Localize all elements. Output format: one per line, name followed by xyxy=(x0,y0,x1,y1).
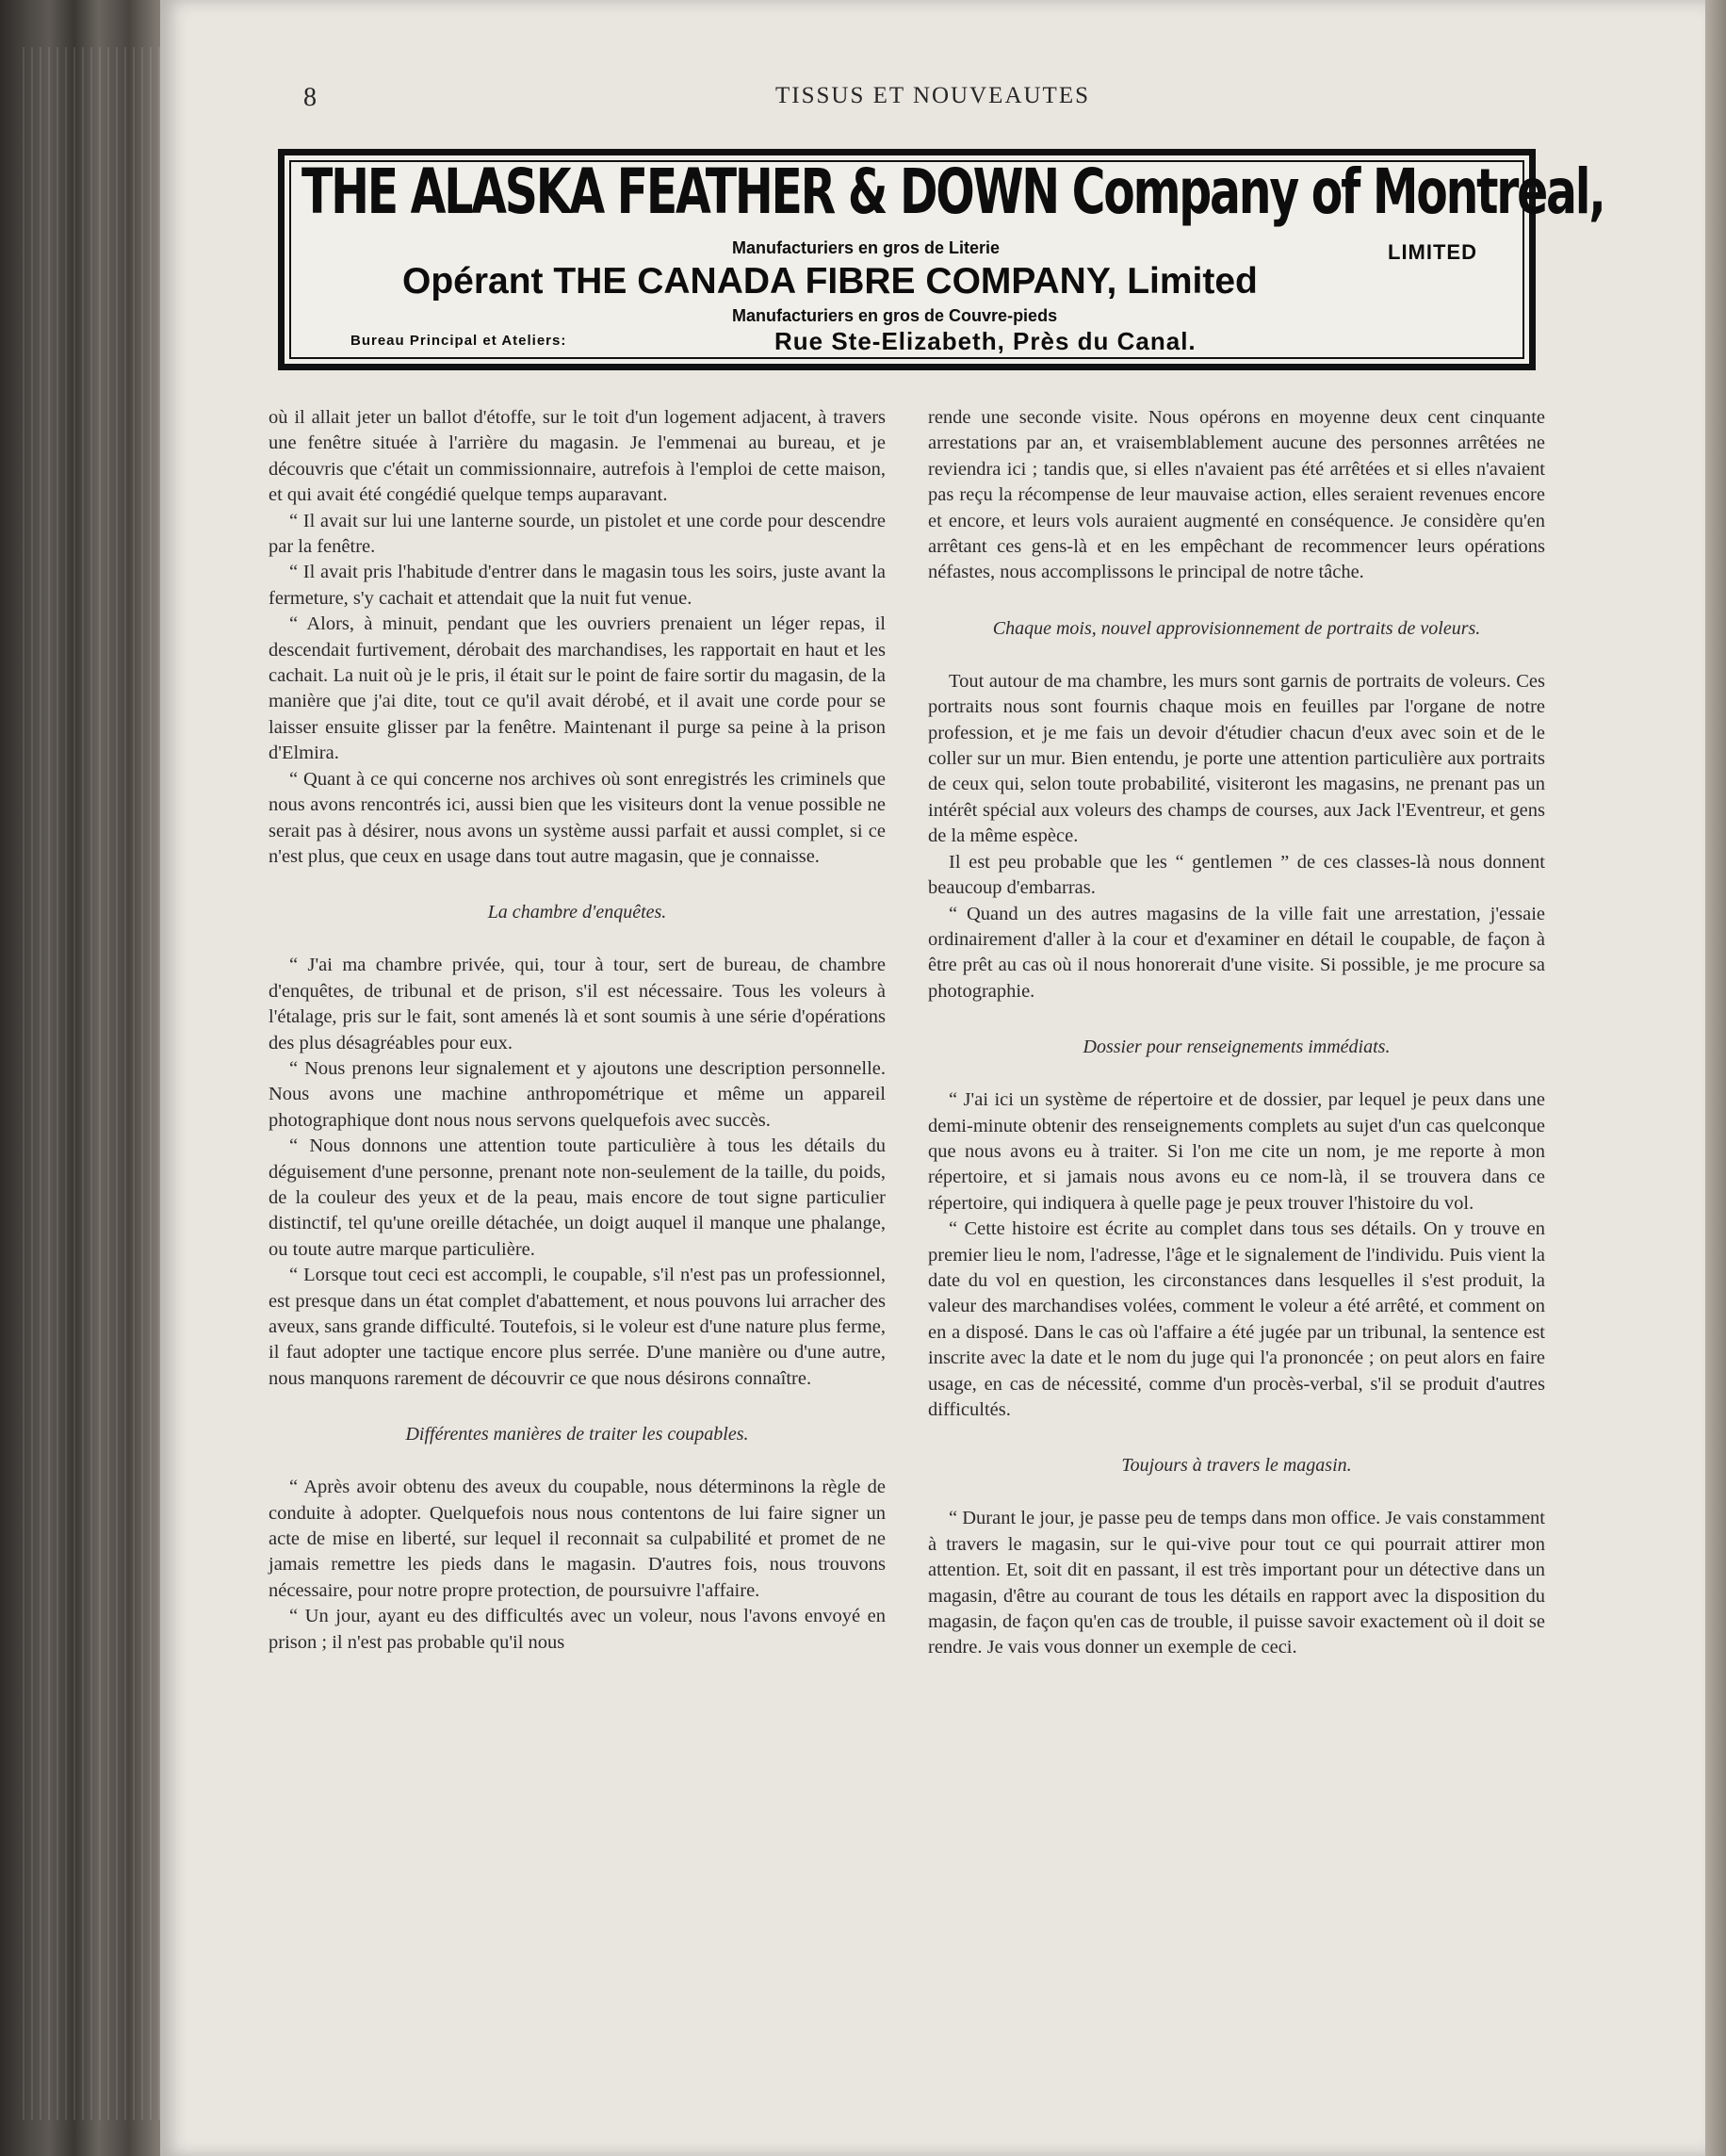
right-column xyxy=(928,405,1545,1661)
paragraph: “ Durant le jour, je passe peu de temps dans mon office. Je vais constamment à travers le magasin, sur le qui-vive pour tout ce qui pourrait attirer mon attention. Et, soit dit en passant, il est très important pour un détective dans un magasin, d'être au courant de tous les détails en rapport avec la disposition du magasin, de façon qu'en cas de trouble, il puisse savoir exactement où il doit se rendre. Je vais vous donner un exemple de ceci. xyxy=(928,1508,1545,1658)
paragraph: “ Après avoir obtenu des aveux du coupable, nous déterminons la règle de conduite à adopter. Quelquefois nous nous contentons de lui faire signer un acte de mise en liberté, sur lequel il reconnait sa culpabilité et promet de ne jamais remettre les pieds dans le magasin. D'autres fois, nous trouvons nécessaire, pour notre propre protection, de poursuivre l'affaire. xyxy=(269,1477,886,1601)
paragraph: “ Nous prenons leur signalement et y ajoutons une description personnelle. Nous avons une machine anthropométrique et même un appareil photographique dont nous nous servons quelquefois avec succès. xyxy=(269,1057,886,1131)
paragraph: “ Un jour, ayant eu des difficultés avec un voleur, nous l'avons envoyé en prison ; il n'est pas probable qu'il nous xyxy=(269,1606,886,1653)
paragraph: Il est peu probable que les “ gentlemen ” de ces classes-là nous donnent beaucoup d'embarras. xyxy=(928,851,1545,899)
scanned-page xyxy=(160,0,1705,2156)
section-heading: Dossier pour renseignements immédiats. xyxy=(1083,1037,1391,1058)
advertisement-box xyxy=(278,149,1604,370)
ad-office-label: Bureau Principal et Ateliers: xyxy=(350,333,567,349)
ad-company-name: THE ALASKA FEATHER & DOWN Company of Montreal, xyxy=(301,155,1604,228)
paragraph: “ Cette histoire est écrite au complet dans tous ses détails. On y trouve en premier lieu le nom, l'adresse, l'âge et le signalement de l'individu. Puis vient la date du vol en question, les circonstances dans lesquelles il s'est produit, la valeur des marchandises volées, comment le voleur a été arrêté, et comment on en a disposé. Dans le cas où l'affaire a été jugée par un tribunal, la sentence est inscrite avec la date et le nom du juge qui l'a prononcée ; on peut alors en faire usage, en cas de nécessité, comme d'un procès-verbal, s'il se produit d'autres difficultés. xyxy=(928,1218,1545,1420)
paragraph: “ Il avait pris l'habitude d'entrer dans le magasin tous les soirs, juste avant la fermeture, s'y cachait et attendait que la nuit fut venue. xyxy=(269,562,886,609)
paragraph: “ Nous donnons une attention toute particulière à tous les détails du déguisement d'une personne, prenant note non-seulement de la taille, du poids, de la couleur des yeux et de la peau, mais encore de tout signe particulier distinctif, tel qu'une oreille détachée, un doigt auquel il manque une phalange, ou toute autre marque particulière. xyxy=(269,1135,886,1260)
paragraph: “ J'ai ici un système de répertoire et de dossier, par lequel je peux dans une demi-minute obtenir des renseignements complets au sujet d'un cas quelconque que nous avons eu à traiter. Si l'on me cite un nom, je me reporte à mon répertoire, et si jamais nous avons eu ce nom-là, il se trouvera dans ce répertoire, qui indiquera à quelle page je peux trouver l'histoire du vol. xyxy=(928,1089,1545,1214)
page-number: 8 xyxy=(303,83,317,112)
section-heading: Différentes manières de traiter les coupables. xyxy=(405,1424,749,1446)
left-column xyxy=(269,405,886,1656)
section-heading: Chaque mois, nouvel approvisionnement de portraits de voleurs. xyxy=(992,617,1481,639)
book-binding xyxy=(0,0,165,2156)
ad-subtitle-bedding: Manufacturiers en gros de Literie xyxy=(732,238,1001,257)
journal-title: TISSUS ET NOUVEAUTES xyxy=(775,83,1090,108)
ad-operating-line: Opérant THE CANADA FIBRE COMPANY, Limited xyxy=(402,261,1258,302)
section-heading: La chambre d'enquêtes. xyxy=(487,902,667,923)
paragraph: “ Alors, à minuit, pendant que les ouvriers prenaient un léger repas, il descendait furtivement, dérobait des marchandises, les rapportait en haut et les cachait. La nuit où je le pris, il était sur le point de faire sortir du magasin, de la manière que j'ai dite, tout ce qu'il avait dérobé, et il avait une corde pour se laisser ensuite glisser par la fenêtre. Maintenant il purge sa peine à la prison d'Elmira. xyxy=(269,613,886,764)
running-head xyxy=(160,83,1705,121)
paragraph: “ Quant à ce qui concerne nos archives où sont enregistrés les criminels que nous avons rencontrés ici, aussi bien que les visiteurs dont la venue possible ne serait pas à désirer, nous avons un système aussi parfait et aussi complet, si ce n'est plus, que ceux en usage dans tout autre magasin, que je connaisse. xyxy=(269,768,886,867)
paragraph: “ Quand un des autres magasins de la ville fait une arrestation, j'essaie ordinairement d'aller à la cour et d'examiner en détail le coupable, de façon à être prêt au cas où il nous honorerait d'une visite. Si possible, je me procure sa photographie. xyxy=(928,903,1545,1002)
paragraph: “ Il avait sur lui une lanterne sourde, un pistolet et une corde pour descendre par la fenêtre. xyxy=(269,510,886,558)
paragraph: “ Lorsque tout ceci est accompli, le coupable, s'il n'est pas un professionnel, est presque dans un état complet d'abattement, et nous pouvons lui arracher des aveux, sans grande difficulté. Toutefois, si le voleur est d'une nature plus ferme, il faut adopter une tactique encore plus serrée. D'une manière ou d'une autre, nous manquons rarement de découvrir ce que nous désirons connaître. xyxy=(269,1265,886,1389)
paragraph: Tout autour de ma chambre, les murs sont garnis de portraits de voleurs. Ces portraits nous sont fournis chaque mois en feuilles par l'organe de notre profession, et je me fais un devoir d'étudier chacun d'eux avec soin et de le coller sur un mur. Bien entendu, je porte une attention particulière aux portraits de ceux qui, selon toute probabilité, visiteront les magasins, ne prenant pas un intérêt spécial aux voleurs des champs de courses, aux Jack l'Eventreur, et gens de la même espèce. xyxy=(928,670,1545,847)
ad-limited: LIMITED xyxy=(1388,240,1477,264)
paragraph: où il allait jeter un ballot d'étoffe, sur le toit d'un logement adjacent, à travers une fenêtre située à l'arrière du magasin. Je l'emmenai au bureau, et je découvris que c'était un commissionnaire, autrefois à l'emploi de cette maison, et qui avait été congédié quelque temps auparavant. xyxy=(269,407,886,506)
page-stack-edges xyxy=(23,47,164,2120)
ad-address: Rue Ste-Elizabeth, Près du Canal. xyxy=(774,327,1197,355)
paragraph: “ J'ai ma chambre privée, qui, tour à tour, sert de bureau, de chambre d'enquêtes, de tribunal et de prison, s'il est nécessaire. Tous les voleurs à l'étalage, pris sur le fait, sont amenés là et sont soumis à une série d'opérations des plus désagréables pour eux. xyxy=(269,955,886,1054)
paragraph: rende une seconde visite. Nous opérons en moyenne deux cent cinquante arrestations par an, et vraisemblablement aucune des personnes arrêtées ne reviendra ici ; tandis que, si elles n'avaient pas été arrêtées et si elles n'avaient pas reçu la récompense de leur mauvaise action, elles seraient revenues encore et encore, et leurs vols auraient augmenté en conséquence. Je considère qu'en arrêtant ces gens-là et en les empêchant de recommencer leurs opérations néfastes, nous accomplissons le principal de notre tâche. xyxy=(928,407,1545,583)
ad-subtitle-quilts: Manufacturiers en gros de Couvre-pieds xyxy=(732,306,1058,325)
section-heading: Toujours à travers le magasin. xyxy=(1121,1455,1352,1477)
